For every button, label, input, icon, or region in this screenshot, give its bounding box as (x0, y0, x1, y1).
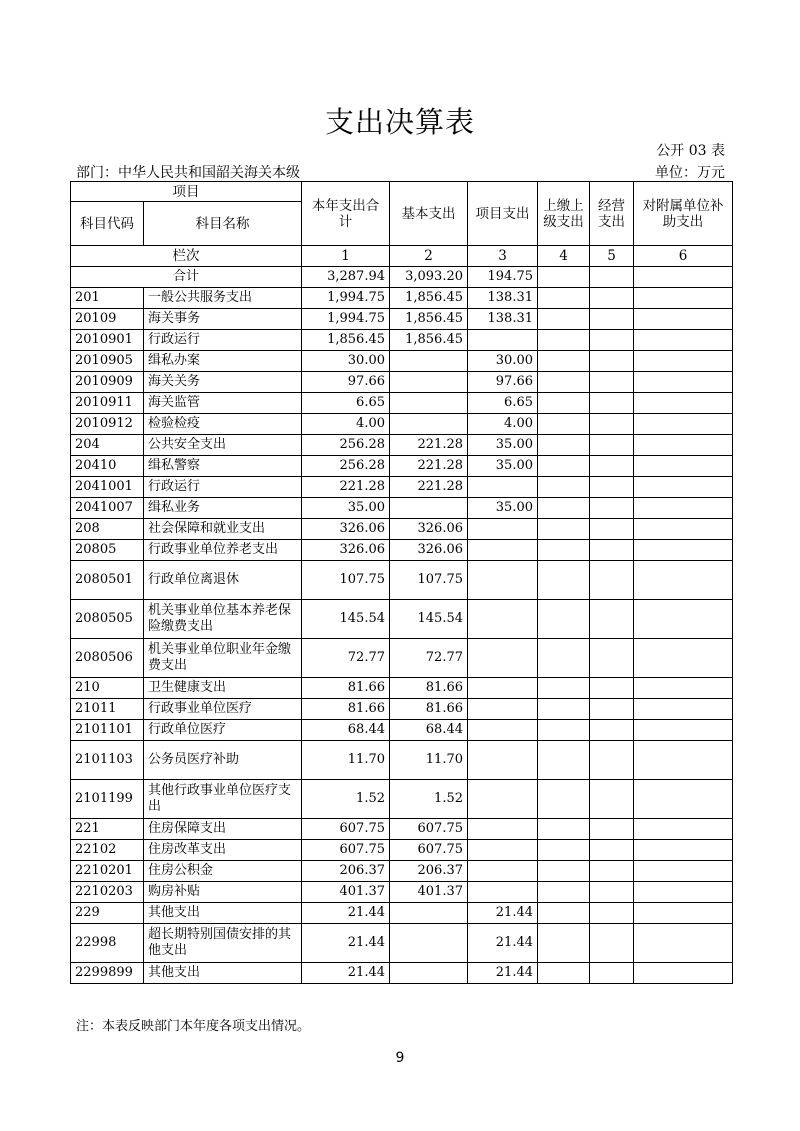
code-cell: 20805 (71, 540, 144, 561)
table-row (71, 924, 733, 963)
total-cell: 81.66 (302, 678, 390, 699)
name-cell: 卫生健康支出 (144, 678, 302, 699)
upper-cell (538, 309, 590, 330)
code-cell: 2101103 (71, 741, 144, 780)
code-cell: 22998 (71, 924, 144, 963)
business-cell (590, 600, 634, 639)
table-row (71, 414, 733, 435)
project-cell (468, 477, 538, 498)
table-row (71, 498, 733, 519)
table-row (71, 351, 733, 372)
basic-cell: 326.06 (390, 540, 468, 561)
business-cell (590, 720, 634, 741)
basic-cell (390, 393, 468, 414)
project-cell (468, 882, 538, 903)
table-row (71, 780, 733, 819)
project-cell: 35.00 (468, 498, 538, 519)
basic-cell: 3,093.20 (390, 267, 468, 288)
upper-cell (538, 498, 590, 519)
name-cell: 超长期特别国债安排的其他支出 (144, 924, 302, 963)
name-cell: 缉私业务 (144, 498, 302, 519)
basic-cell: 11.70 (390, 741, 468, 780)
upper-cell (538, 600, 590, 639)
column-index-label: 栏次 (71, 246, 302, 267)
subsidy-cell (634, 639, 733, 678)
table-row (71, 741, 733, 780)
code-cell: 2010912 (71, 414, 144, 435)
upper-cell (538, 903, 590, 924)
project-cell (468, 861, 538, 882)
name-cell: 缉私办案 (144, 351, 302, 372)
project-cell (468, 720, 538, 741)
project-cell (468, 540, 538, 561)
business-cell (590, 840, 634, 861)
project-cell (468, 561, 538, 600)
code-cell: 204 (71, 435, 144, 456)
business-cell (590, 924, 634, 963)
column-number: 3 (468, 246, 538, 267)
table-row (71, 600, 733, 639)
table-row (71, 477, 733, 498)
upper-cell (538, 540, 590, 561)
subsidy-cell (634, 882, 733, 903)
basic-cell: 68.44 (390, 720, 468, 741)
basic-cell: 221.28 (390, 456, 468, 477)
code-cell: 20410 (71, 456, 144, 477)
total-cell: 256.28 (302, 456, 390, 477)
basic-cell: 221.28 (390, 435, 468, 456)
project-cell (468, 330, 538, 351)
table-row (71, 840, 733, 861)
upper-cell (538, 819, 590, 840)
business-cell (590, 561, 634, 600)
code-cell: 2080501 (71, 561, 144, 600)
basic-cell (390, 372, 468, 393)
code-cell: 2101101 (71, 720, 144, 741)
business-cell (590, 372, 634, 393)
basic-cell: 81.66 (390, 678, 468, 699)
code-cell: 2010909 (71, 372, 144, 393)
page-title: 支出决算表 (324, 105, 475, 139)
business-cell (590, 861, 634, 882)
name-cell: 行政运行 (144, 330, 302, 351)
upper-cell (538, 699, 590, 720)
total-cell: 21.44 (302, 924, 390, 963)
upper-cell (538, 414, 590, 435)
project-cell: 30.00 (468, 351, 538, 372)
code-cell: 2010905 (71, 351, 144, 372)
upper-cell (538, 639, 590, 678)
business-cell (590, 456, 634, 477)
upper-cell (538, 720, 590, 741)
business-cell (590, 330, 634, 351)
form-number: 公开 03 表 (656, 143, 725, 159)
upper-cell (538, 678, 590, 699)
table-row (71, 561, 733, 600)
subsidy-cell (634, 780, 733, 819)
upper-cell (538, 288, 590, 309)
subsidy-cell (634, 498, 733, 519)
business-cell (590, 351, 634, 372)
project-cell (468, 600, 538, 639)
name-cell: 其他行政事业单位医疗支出 (144, 780, 302, 819)
subsidy-cell (634, 435, 733, 456)
name-cell: 行政单位医疗 (144, 720, 302, 741)
subsidy-cell (634, 351, 733, 372)
project-cell: 138.31 (468, 309, 538, 330)
total-label: 合计 (71, 267, 302, 288)
name-cell: 公务员医疗补助 (144, 741, 302, 780)
business-cell (590, 435, 634, 456)
code-cell: 21011 (71, 699, 144, 720)
business-cell (590, 882, 634, 903)
code-cell: 2210203 (71, 882, 144, 903)
project-cell (468, 639, 538, 678)
total-cell: 107.75 (302, 561, 390, 600)
upper-cell (538, 393, 590, 414)
basic-cell (390, 924, 468, 963)
table-row (71, 330, 733, 351)
project-cell: 21.44 (468, 924, 538, 963)
project-cell: 194.75 (468, 267, 538, 288)
table-row (71, 678, 733, 699)
total-cell: 21.44 (302, 963, 390, 984)
upper-cell (538, 330, 590, 351)
code-cell: 210 (71, 678, 144, 699)
subsidy-cell (634, 288, 733, 309)
department-label: 部门：中华人民共和国韶关海关本级 (76, 165, 300, 181)
subsidy-cell (634, 456, 733, 477)
upper-cell (538, 519, 590, 540)
table-row (71, 720, 733, 741)
basic-cell: 1,856.45 (390, 288, 468, 309)
page-number: 9 (395, 1050, 405, 1066)
subsidy-cell (634, 393, 733, 414)
code-cell: 2010901 (71, 330, 144, 351)
subsidy-cell (634, 600, 733, 639)
name-cell: 机关事业单位基本养老保险缴费支出 (144, 600, 302, 639)
total-cell: 326.06 (302, 540, 390, 561)
project-cell (468, 819, 538, 840)
table-row (71, 393, 733, 414)
name-cell: 其他支出 (144, 903, 302, 924)
name-cell: 行政运行 (144, 477, 302, 498)
table-row (71, 903, 733, 924)
name-cell: 海关事务 (144, 309, 302, 330)
subsidy-cell (634, 840, 733, 861)
business-cell (590, 819, 634, 840)
business-cell (590, 639, 634, 678)
header-business: 经营支出 (590, 182, 634, 246)
header-item: 项目 (71, 182, 302, 202)
business-cell (590, 699, 634, 720)
upper-cell (538, 882, 590, 903)
code-cell: 2299899 (71, 963, 144, 984)
column-number: 1 (302, 246, 390, 267)
business-cell (590, 678, 634, 699)
subsidy-cell (634, 561, 733, 600)
total-cell: 3,287.94 (302, 267, 390, 288)
basic-cell: 72.77 (390, 639, 468, 678)
name-cell: 住房保障支出 (144, 819, 302, 840)
code-cell: 208 (71, 519, 144, 540)
business-cell (590, 288, 634, 309)
basic-cell: 206.37 (390, 861, 468, 882)
table-row (71, 519, 733, 540)
upper-cell (538, 861, 590, 882)
basic-cell: 607.75 (390, 840, 468, 861)
total-cell: 72.77 (302, 639, 390, 678)
business-cell (590, 540, 634, 561)
basic-cell: 401.37 (390, 882, 468, 903)
total-cell: 30.00 (302, 351, 390, 372)
project-cell: 97.66 (468, 372, 538, 393)
total-row (71, 267, 733, 288)
basic-cell (390, 414, 468, 435)
table-row (71, 963, 733, 984)
code-cell: 20109 (71, 309, 144, 330)
column-number: 6 (634, 246, 733, 267)
subsidy-cell (634, 678, 733, 699)
business-cell (590, 903, 634, 924)
total-cell: 21.44 (302, 903, 390, 924)
total-cell: 35.00 (302, 498, 390, 519)
business-cell (590, 519, 634, 540)
total-cell: 256.28 (302, 435, 390, 456)
total-cell: 6.65 (302, 393, 390, 414)
subsidy-cell (634, 963, 733, 984)
name-cell: 检验检疫 (144, 414, 302, 435)
code-cell: 2080506 (71, 639, 144, 678)
basic-cell: 326.06 (390, 519, 468, 540)
name-cell: 购房补贴 (144, 882, 302, 903)
upper-cell (538, 351, 590, 372)
subsidy-cell (634, 924, 733, 963)
column-number: 5 (590, 246, 634, 267)
project-cell: 138.31 (468, 288, 538, 309)
subsidy-cell (634, 819, 733, 840)
basic-cell (390, 351, 468, 372)
header-name: 科目名称 (144, 202, 302, 246)
upper-cell (538, 372, 590, 393)
name-cell: 海关关务 (144, 372, 302, 393)
code-cell: 2041001 (71, 477, 144, 498)
basic-cell: 145.54 (390, 600, 468, 639)
subsidy-cell (634, 861, 733, 882)
total-cell: 1,856.45 (302, 330, 390, 351)
total-cell: 607.75 (302, 840, 390, 861)
name-cell: 社会保障和就业支出 (144, 519, 302, 540)
basic-cell: 1,856.45 (390, 309, 468, 330)
total-cell: 1,994.75 (302, 309, 390, 330)
header-subsidy: 对附属单位补助支出 (634, 182, 733, 246)
business-cell (590, 309, 634, 330)
code-cell: 201 (71, 288, 144, 309)
code-cell: 2010911 (71, 393, 144, 414)
subsidy-cell (634, 330, 733, 351)
code-cell: 2041007 (71, 498, 144, 519)
project-cell (468, 741, 538, 780)
basic-cell: 1.52 (390, 780, 468, 819)
upper-cell (538, 840, 590, 861)
upper-cell (538, 456, 590, 477)
table-note: 注：本表反映部门本年度各项支出情况。 (76, 1019, 311, 1034)
table-row (71, 372, 733, 393)
table-row (71, 435, 733, 456)
name-cell: 行政事业单位医疗 (144, 699, 302, 720)
name-cell: 一般公共服务支出 (144, 288, 302, 309)
basic-cell (390, 963, 468, 984)
name-cell: 住房公积金 (144, 861, 302, 882)
basic-cell (390, 903, 468, 924)
basic-cell (390, 498, 468, 519)
code-cell: 22102 (71, 840, 144, 861)
project-cell (468, 699, 538, 720)
total-cell: 607.75 (302, 819, 390, 840)
name-cell: 缉私警察 (144, 456, 302, 477)
business-cell (590, 963, 634, 984)
business-cell (590, 780, 634, 819)
project-cell: 4.00 (468, 414, 538, 435)
subsidy-cell (634, 720, 733, 741)
project-cell (468, 840, 538, 861)
upper-cell (538, 780, 590, 819)
subsidy-cell (634, 477, 733, 498)
basic-cell: 1,856.45 (390, 330, 468, 351)
total-cell: 1,994.75 (302, 288, 390, 309)
upper-cell (538, 963, 590, 984)
code-cell: 229 (71, 903, 144, 924)
basic-cell: 107.75 (390, 561, 468, 600)
column-number: 2 (390, 246, 468, 267)
name-cell: 行政事业单位养老支出 (144, 540, 302, 561)
header-upper: 上缴上级支出 (538, 182, 590, 246)
code-cell: 221 (71, 819, 144, 840)
total-cell: 97.66 (302, 372, 390, 393)
basic-cell: 221.28 (390, 477, 468, 498)
code-cell: 2210201 (71, 861, 144, 882)
total-cell: 401.37 (302, 882, 390, 903)
total-cell: 221.28 (302, 477, 390, 498)
total-cell: 1.52 (302, 780, 390, 819)
table-row (71, 540, 733, 561)
name-cell: 住房改革支出 (144, 840, 302, 861)
column-number: 4 (538, 246, 590, 267)
upper-cell (538, 561, 590, 600)
total-cell: 4.00 (302, 414, 390, 435)
table-row (71, 882, 733, 903)
table-row (71, 819, 733, 840)
total-cell: 206.37 (302, 861, 390, 882)
unit-label: 单位：万元 (655, 165, 725, 181)
table-row (71, 699, 733, 720)
code-cell: 2101199 (71, 780, 144, 819)
table-row (71, 456, 733, 477)
upper-cell (538, 435, 590, 456)
project-cell (468, 780, 538, 819)
table-row (71, 309, 733, 330)
business-cell (590, 498, 634, 519)
total-cell: 68.44 (302, 720, 390, 741)
project-cell (468, 678, 538, 699)
business-cell (590, 741, 634, 780)
business-cell (590, 393, 634, 414)
subsidy-cell (634, 903, 733, 924)
subsidy-cell (634, 372, 733, 393)
basic-cell: 607.75 (390, 819, 468, 840)
project-cell: 35.00 (468, 456, 538, 477)
project-cell: 21.44 (468, 963, 538, 984)
project-cell: 6.65 (468, 393, 538, 414)
name-cell: 机关事业单位职业年金缴费支出 (144, 639, 302, 678)
total-cell: 81.66 (302, 699, 390, 720)
name-cell: 其他支出 (144, 963, 302, 984)
subsidy-cell (634, 519, 733, 540)
business-cell (590, 477, 634, 498)
subsidy-cell (634, 540, 733, 561)
upper-cell (538, 924, 590, 963)
name-cell: 公共安全支出 (144, 435, 302, 456)
total-cell: 326.06 (302, 519, 390, 540)
total-cell: 11.70 (302, 741, 390, 780)
subsidy-cell (634, 741, 733, 780)
name-cell: 海关监管 (144, 393, 302, 414)
subsidy-cell (634, 699, 733, 720)
upper-cell (538, 477, 590, 498)
subsidy-cell (634, 414, 733, 435)
subsidy-cell (634, 309, 733, 330)
header-total: 本年支出合计 (302, 182, 390, 246)
header-basic: 基本支出 (390, 182, 468, 246)
upper-cell (538, 741, 590, 780)
code-cell: 2080505 (71, 600, 144, 639)
basic-cell: 81.66 (390, 699, 468, 720)
expenditure-table (70, 181, 733, 984)
table-row (71, 639, 733, 678)
project-cell: 21.44 (468, 903, 538, 924)
table-row (71, 288, 733, 309)
total-cell: 145.54 (302, 600, 390, 639)
project-cell: 35.00 (468, 435, 538, 456)
name-cell: 行政单位离退休 (144, 561, 302, 600)
header-code: 科目代码 (71, 202, 144, 246)
header-project: 项目支出 (468, 182, 538, 246)
project-cell (468, 519, 538, 540)
business-cell (590, 414, 634, 435)
table-row (71, 861, 733, 882)
